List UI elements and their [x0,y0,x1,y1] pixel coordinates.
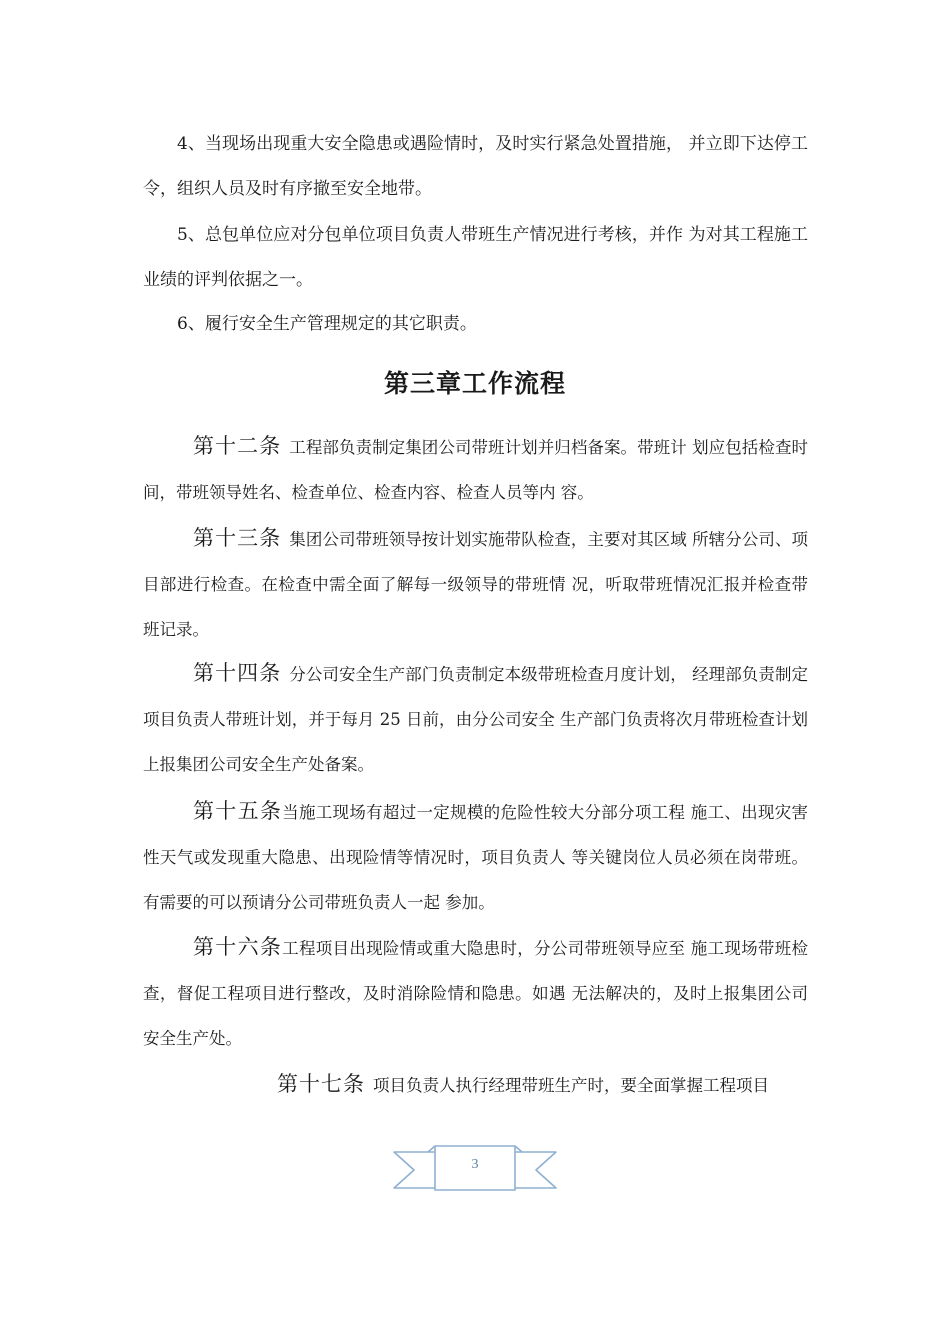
article-14 [143,651,808,787]
page-number-ribbon [392,1143,558,1193]
article-label: 第十七条 [277,1072,365,1096]
article-17 [277,1062,817,1108]
article-label: 第十六条 [193,935,283,959]
article-text: 项目负责人执行经理带班生产时，要全面掌握工程项目 [373,1076,769,1095]
article-label: 第十五条 [193,799,283,823]
article-text: 工程部负责制定集团公司带班计划并归档备案。带班计 划应包括检查时间，带班领导姓名、检查单位、检查内容、检查人员等内 容。 [143,438,809,502]
chapter-title: 第三章工作流程 [383,369,566,398]
list-item-4: 4、当现场出现重大安全隐患或遇险情时，及时实行紧急处置措施， 并立即下达停工令，组织人员及时有序撤至安全地带。 [143,134,808,199]
article-text: 分公司安全生产部门负责制定本级带班检查月度计划， 经理部负责制定项目负责人带班计划，并于每月 25 日前，由分公司安全 生产部门负责将次月带班检查计划上报集团公司安全生产处备案。 [143,665,809,774]
list-item-6: 6、履行安全生产管理规定的其它职责。 [177,314,477,334]
article-text: 集团公司带班领导按计划实施带队检查，主要对其区域 所辖分公司、项目部进行检查。在检查中需全面了解每一级领导的带班情 况，听取带班情况汇报并检查带班记录。 [143,530,809,639]
article-16 [143,925,808,1061]
article-text: 工程项目出现险情或重大隐患时，分公司带班领导应至 施工现场带班检查，督促工程项目进行整改，及时消除险情和隐患。如遇 无法解决的，及时上报集团公司安全生产处。 [143,939,808,1048]
list-item-5: 5、总包单位应对分包单位项目负责人带班生产情况进行考核，并作 为对其工程施工业绩的评判依据之一。 [143,225,808,290]
article-label: 第十二条 [193,434,282,458]
article-15 [143,789,808,925]
article-label: 第十四条 [193,661,282,685]
page-number: 3 [471,1157,479,1172]
article-12 [143,424,808,515]
article-text: 当施工现场有超过一定规模的危险性较大分部分项工程 施工、出现灾害性天气或发现重大隐患、出现险情等情况时，项目负责人 等关键岗位人员必须在岗带班。有需要的可以预请分公司带班负责人一起 参加。 [143,803,808,912]
article-label: 第十三条 [193,526,282,550]
article-13 [143,516,808,652]
